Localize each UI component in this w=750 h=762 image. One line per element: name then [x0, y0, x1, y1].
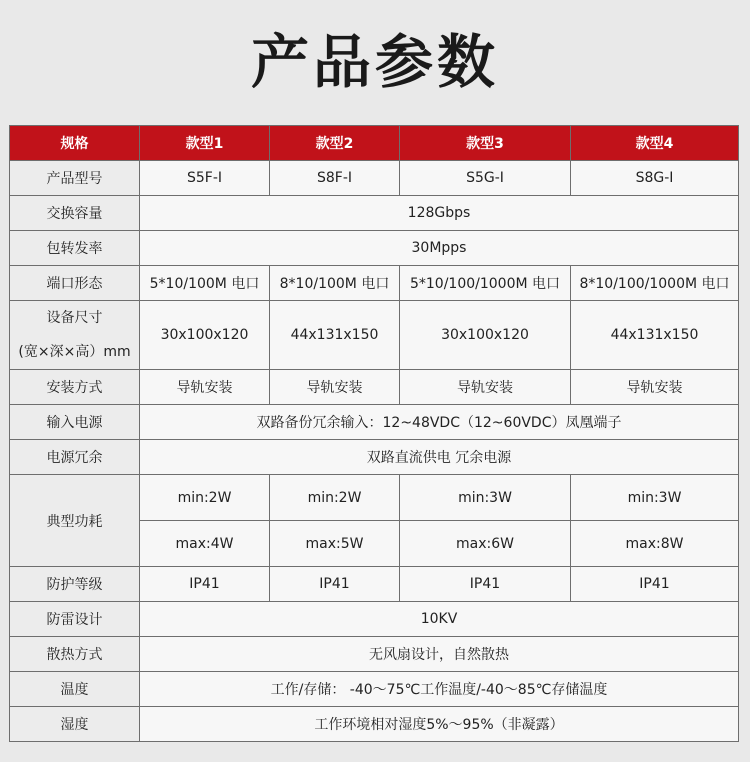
row-label: 输入电源	[10, 405, 140, 440]
cell: max:8W	[571, 521, 739, 567]
row-label: 交换容量	[10, 196, 140, 231]
cell: IP41	[400, 567, 571, 602]
cell: S5G-I	[400, 161, 571, 196]
cell: max:6W	[400, 521, 571, 567]
cell: S8G-I	[571, 161, 739, 196]
row-forwarding	[10, 231, 739, 266]
row-label: 包转发率	[10, 231, 140, 266]
row-power-input	[10, 405, 739, 440]
row-label: 典型功耗	[10, 475, 140, 567]
cell: 导轨安装	[270, 370, 400, 405]
row-label: 湿度	[10, 707, 140, 742]
cell: S5F-I	[140, 161, 270, 196]
cell: 44x131x150	[571, 301, 739, 370]
row-model	[10, 161, 739, 196]
row-label: 防护等级	[10, 567, 140, 602]
cell: 5*10/100M 电口	[140, 266, 270, 301]
cell: max:5W	[270, 521, 400, 567]
cell: IP41	[571, 567, 739, 602]
row-label: 端口形态	[10, 266, 140, 301]
cell: 30x100x120	[140, 301, 270, 370]
cell: S8F-I	[270, 161, 400, 196]
cell: IP41	[140, 567, 270, 602]
row-ports	[10, 266, 739, 301]
row-label: 散热方式	[10, 637, 140, 672]
cell: 44x131x150	[270, 301, 400, 370]
cell: 工作/存储： -40～75℃工作温度/-40～85℃存储温度	[140, 672, 739, 707]
header-model-1: 款型1	[140, 126, 270, 161]
row-power-redundancy	[10, 440, 739, 475]
header-model-4: 款型4	[571, 126, 739, 161]
row-size	[10, 301, 739, 370]
cell: 30Mpps	[140, 231, 739, 266]
cell: min:2W	[140, 475, 270, 521]
row-label-line1: 设备尺寸	[46, 310, 103, 326]
row-label: 安装方式	[10, 370, 140, 405]
cell: 导轨安装	[400, 370, 571, 405]
row-label-line2: (宽×深×高）mm	[18, 344, 131, 360]
row-capacity	[10, 196, 739, 231]
row-label: 电源冗余	[10, 440, 140, 475]
cell: 双路备份冗余输入：12~48VDC（12~60VDC）凤凰端子	[140, 405, 739, 440]
cell: 导轨安装	[571, 370, 739, 405]
row-protection	[10, 567, 739, 602]
header-model-2: 款型2	[270, 126, 400, 161]
spec-table	[9, 125, 739, 742]
cell: 5*10/100/1000M 电口	[400, 266, 571, 301]
header-spec: 规格	[10, 126, 140, 161]
row-label: 防雷设计	[10, 602, 140, 637]
cell: 双路直流供电 冗余电源	[140, 440, 739, 475]
cell: min:2W	[270, 475, 400, 521]
row-cooling	[10, 637, 739, 672]
header-model-3: 款型3	[400, 126, 571, 161]
cell: 10KV	[140, 602, 739, 637]
row-label: 温度	[10, 672, 140, 707]
cell: 8*10/100M 电口	[270, 266, 400, 301]
cell: 导轨安装	[140, 370, 270, 405]
cell: min:3W	[400, 475, 571, 521]
row-lightning	[10, 602, 739, 637]
cell: 无风扇设计，自然散热	[140, 637, 739, 672]
row-label: 产品型号	[10, 161, 140, 196]
cell: min:3W	[571, 475, 739, 521]
cell: 30x100x120	[400, 301, 571, 370]
cell: IP41	[270, 567, 400, 602]
row-consumption-min	[10, 475, 739, 521]
row-install	[10, 370, 739, 405]
row-temperature	[10, 672, 739, 707]
page-title: 产品参数	[250, 28, 499, 96]
row-humidity	[10, 707, 739, 742]
cell: max:4W	[140, 521, 270, 567]
row-label	[10, 301, 140, 370]
cell: 128Gbps	[140, 196, 739, 231]
cell: 8*10/100/1000M 电口	[571, 266, 739, 301]
header-row	[10, 126, 739, 161]
cell: 工作环境相对湿度5%～95%（非凝露）	[140, 707, 739, 742]
